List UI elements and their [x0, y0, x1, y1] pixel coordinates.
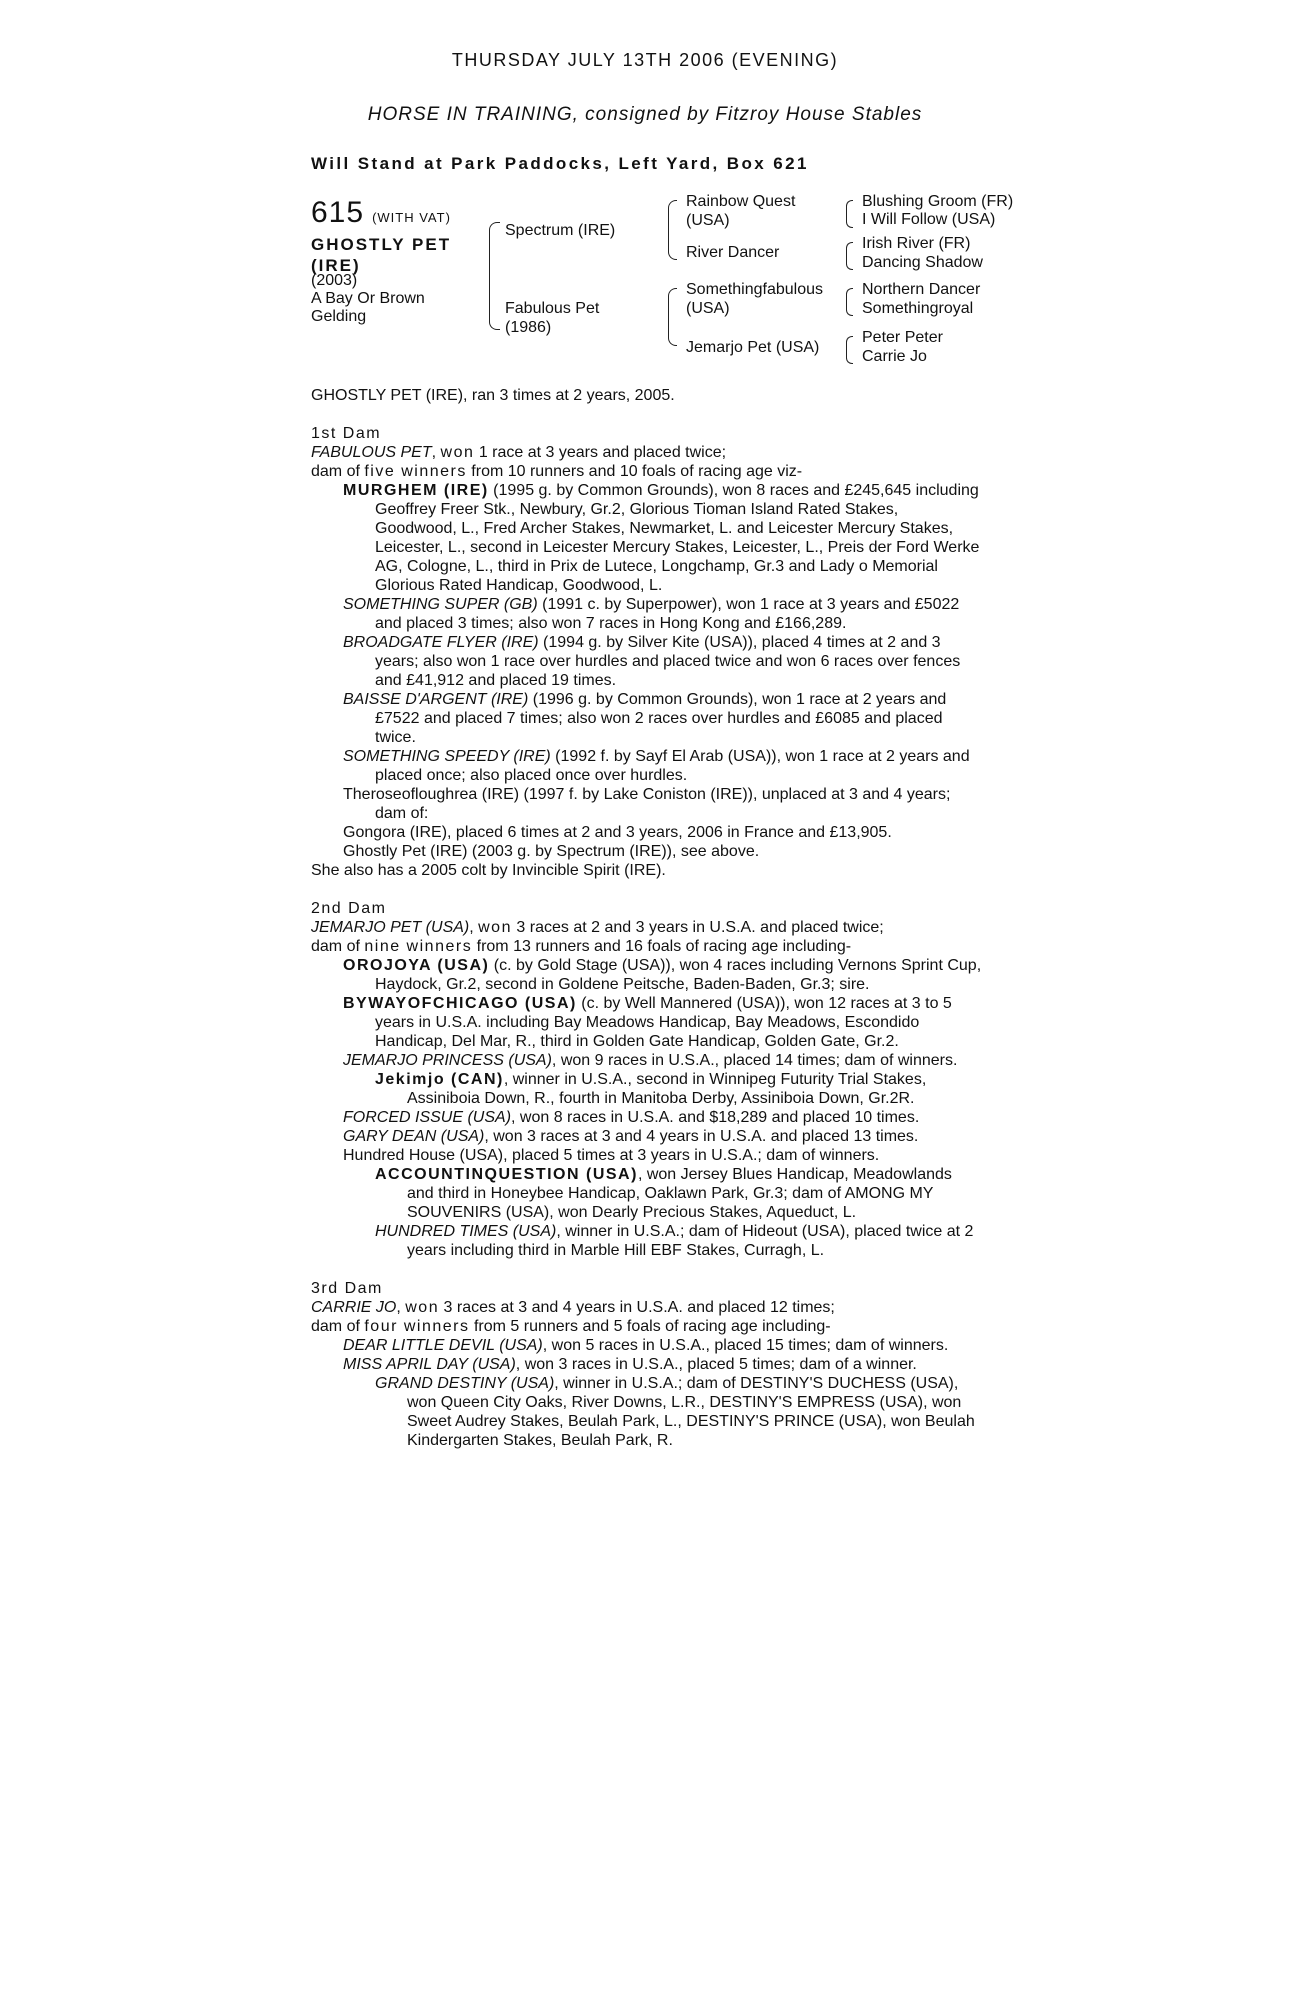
dam3-name: CARRIE JO [311, 1299, 397, 1316]
dam2-heading: 2nd Dam [311, 900, 387, 917]
pedigree-g5: Northern Dancer [862, 281, 981, 298]
dam2-produce-entry: FORCED ISSUE (USA), won 8 races in U.S.A. and $18,289 and placed 10 times. [343, 1109, 920, 1126]
dam1-heading: 1st Dam [311, 425, 382, 442]
pedigree-sire-dam: River Dancer [686, 244, 780, 261]
dam1-produce-entry: BROADGATE FLYER (IRE) (1994 g. by Silver Kite (USA)), placed 4 times at 2 and 3 years; also won 1 race over hurdles and placed twice and won 6 races over fences and £41,912 and placed 19 times. [343, 634, 961, 689]
pedigree-brace-g34 [846, 242, 853, 270]
dam3-record: CARRIE JO, won 3 races at 3 and 4 years in U.S.A. and placed 12 times; [311, 1299, 835, 1316]
pedigree-g8: Carrie Jo [862, 348, 927, 365]
dam3-produce-subentry: GRAND DESTINY (USA), winner in U.S.A.; dam of DESTINY'S DUCHESS (USA), won Queen City Oaks, River Downs, L.R., DESTINY'S EMPRESS (USA), won Sweet Audrey Stakes, Beulah Park, L., DESTINY'S PRINCE (USA), won Beulah Kindergarten Stakes, Beulah Park, R. [375, 1375, 975, 1449]
pedigree-sire-sire: Rainbow Quest (USA) [686, 193, 796, 229]
dam3-produce-entry: DEAR LITTLE DEVIL (USA), won 5 races in U.S.A., placed 15 times; dam of winners. [343, 1337, 949, 1354]
pedigree-g7: Peter Peter [862, 329, 943, 346]
dam2-produce-entry: JEMARJO PRINCESS (USA), won 9 races in U.S.A., placed 14 times; dam of winners. [343, 1052, 958, 1069]
vat-note: (WITH VAT) [372, 210, 451, 225]
dam1-name: FABULOUS PET [311, 444, 432, 461]
dam1-produce-entry: SOMETHING SPEEDY (IRE) (1992 f. by Sayf El Arab (USA)), won 1 race at 2 years and placed once; also placed once over hurdles. [343, 748, 970, 784]
dam3-produce-intro: dam of four winners from 5 runners and 5 foals of racing age including- [311, 1318, 831, 1335]
dam1-produce-subentry: Gongora (IRE), placed 6 times at 2 and 3 years, 2006 in France and £13,905. [343, 824, 892, 841]
dam2-produce-intro: dam of nine winners from 13 runners and 16 foals of racing age including- [311, 938, 852, 955]
dam2-produce-subentry: HUNDRED TIMES (USA), winner in U.S.A.; dam of Hideout (USA), placed twice at 2 years including third in Marble Hill EBF Stakes, Curragh, L. [375, 1223, 974, 1259]
catalogue-text [311, 386, 983, 1450]
dam1-produce-entry: BAISSE D'ARGENT (IRE) (1996 g. by Common Grounds), won 1 race at 2 years and £7522 and placed 7 times; also won 2 races over hurdles and £6085 and placed twice. [343, 691, 947, 746]
dam2-produce-entry: BYWAYOFCHICAGO (USA) (c. by Well Mannered (USA)), won 12 races at 3 to 5 years in U.S.A. including Bay Meadows Handicap, Bay Meadows, Escondido Handicap, Del Mar, R., third in Golden Gate Handicap, Golden Gate, Gr.2. [343, 995, 952, 1050]
pedigree-g6: Somethingroyal [862, 300, 974, 317]
pedigree-brace-main [489, 222, 500, 330]
dam1-produce-intro: dam of five winners from 10 runners and 10 foals of racing age viz- [311, 463, 803, 480]
pedigree-dam-sire: Somethingfabulous (USA) [686, 281, 823, 317]
pedigree-g3: Irish River (FR) [862, 235, 971, 252]
dam3-produce-entry: MISS APRIL DAY (USA), won 3 races in U.S.A., placed 5 times; dam of a winner. [343, 1356, 917, 1373]
dam2-produce-entry: Hundred House (USA), placed 5 times at 3 years in U.S.A.; dam of winners. [343, 1147, 880, 1164]
dam1-closing: She also has a 2005 colt by Invincible Spirit (IRE). [311, 862, 666, 879]
dam1-produce-entry: MURGHEM (IRE) (1995 g. by Common Grounds), won 8 races and £245,645 including Geoffrey Freer Stk., Newbury, Gr.2, Glorious Tioman Island Rated Stakes, Goodwood, L., Fred Archer Stakes, Newmarket, L. and Leicester Mercury Stakes, Leicester, L., second in Leicester Mercury Stakes, Leicester, L., Preis der Ford Werke AG, Cologne, L., third in Prix de Lutece, Longchamp, Gr.3 and Lady o Memorial Glorious Rated Handicap, Goodwood, L. [343, 482, 980, 594]
dam1-record: FABULOUS PET, won 1 race at 3 years and placed twice; [311, 444, 727, 461]
dam3-heading: 3rd Dam [311, 1280, 383, 1297]
race-summary: GHOSTLY PET (IRE), ran 3 times at 2 years, 2005. [311, 387, 675, 404]
stand-location: Will Stand at Park Paddocks, Left Yard, Box 621 [311, 154, 809, 173]
pedigree-brace-g78 [846, 336, 853, 364]
pedigree-g2: I Will Follow (USA) [862, 211, 996, 228]
dam2-name: JEMARJO PET (USA) [311, 919, 470, 936]
pedigree-brace-sire [668, 200, 677, 260]
pedigree-brace-dam [668, 288, 677, 346]
dam2-produce-subentry: Jekimjo (CAN), winner in U.S.A., second in Winnipeg Futurity Trial Stakes, Assiniboia Down, R., fourth in Manitoba Derby, Assiniboia Down, Gr.2R. [375, 1071, 927, 1107]
horse-description: A Bay Or Brown Gelding [311, 290, 425, 325]
dam1-produce-entry: Theroseofloughrea (IRE) (1997 f. by Lake Coniston (IRE)), unplaced at 3 and 4 years; dam of: [343, 786, 951, 822]
horse-name-line1: GHOSTLY PET [311, 235, 452, 254]
dam1-produce-entry: Ghostly Pet (IRE) (2003 g. by Spectrum (IRE)), see above. [343, 843, 760, 860]
dam1-produce-entry: SOMETHING SUPER (GB) (1991 c. by Superpower), won 1 race at 3 years and £5022 and placed 3 times; also won 7 races in Hong Kong and £166,289. [343, 596, 960, 632]
horse-info [311, 272, 461, 326]
pedigree-g1: Blushing Groom (FR) [862, 193, 1014, 210]
dam2-produce-subentry: ACCOUNTINQUESTION (USA), won Jersey Blues Handicap, Meadowlands and third in Honeybee Handicap, Oaklawn Park, Gr.3; dam of AMONG MY SOUVENIRS (USA), won Dearly Precious Stakes, Aqueduct, L. [375, 1166, 952, 1221]
pedigree-brace-g56 [846, 288, 853, 316]
pedigree-brace-g12 [846, 200, 853, 228]
lot-number-line [311, 196, 451, 230]
pedigree-sire: Spectrum (IRE) [505, 222, 616, 239]
consignment-line: HORSE IN TRAINING, consigned by Fitzroy House Stables [367, 104, 923, 125]
foaling-year: (2003) [311, 272, 358, 289]
dam2-produce-entry: GARY DEAN (USA), won 3 races at 3 and 4 years in U.S.A. and placed 13 times. [343, 1128, 919, 1145]
pedigree-g4: Dancing Shadow [862, 254, 983, 271]
horse-name-line2: (IRE) [311, 256, 361, 275]
sale-date: THURSDAY JULY 13TH 2006 (EVENING) [451, 50, 839, 70]
lot-number: 615 [311, 196, 365, 229]
horse-name [311, 234, 461, 276]
pedigree-dam-dam: Jemarjo Pet (USA) [686, 339, 820, 356]
dam2-record: JEMARJO PET (USA), won 3 races at 2 and 3 years in U.S.A. and placed twice; [311, 919, 884, 936]
dam2-produce-entry: OROJOYA (USA) (c. by Gold Stage (USA)), won 4 races including Vernons Sprint Cup, Haydock, Gr.2, second in Goldene Peitsche, Baden-Baden, Gr.3; sire. [343, 957, 982, 993]
pedigree-dam: Fabulous Pet (1986) [505, 300, 600, 336]
